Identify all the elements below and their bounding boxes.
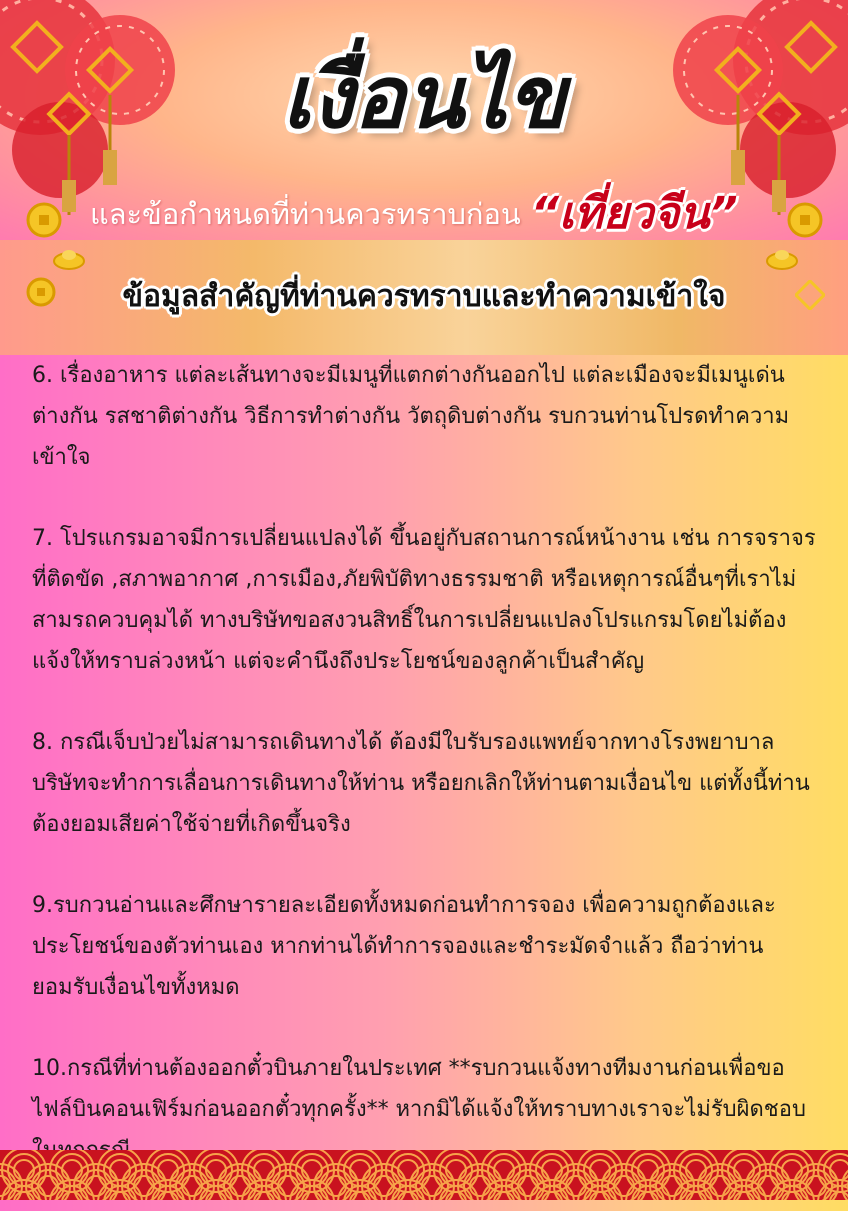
page-title: เงื่อนไข [282, 48, 566, 148]
condition-item: 7. โปรแกรมอาจมีการเปลี่ยนแปลงได้ ขึ้นอยู่กับสถานการณ์หน้างาน เช่น การจราจรที่ติดขัด ,สภาพอากาศ ,การเมือง,ภัยพิบัติทางธรรมชาติ หรือเหตุการณ์อื่นๆที่เราไม่สามรถควบคุมได้ ทางบริษัทขอสงวนสิทธิ์ในการเปลี่ยนแปลงโปรแกรมโดยไม่ต้องแจ้งให้ทราบล่วงหน้า แต่จะคำนึงถึงประโยชน์ของลูกค้าเป็นสำคัญ [32, 526, 816, 674]
condition-item: 8. กรณีเจ็บป่วยไม่สามารถเดินทางได้ ต้องมีใบรับรองแพทย์จากทางโรงพยาบาล บริษัทจะทำการเลื่อนการเดินทางให้ท่าน หรือยกเลิกให้ท่านตามเงื่อนไข แต่ทั้งนี้ท่านต้องยอมเสียค่าใช้จ่ายที่เกิดขึ้นจริง [32, 730, 810, 837]
condition-item: 9.รบกวนอ่านและศึกษารายละเอียดทั้งหมดก่อนทำการจอง เพื่อความถูกต้องและประโยชน์ของตัวท่านเอง หากท่านได้ทำการจองและชำระมัดจำแล้ว ถือว่าท่านยอมรับเงื่อนไขทั้งหมด [32, 893, 776, 1000]
section-heading: ข้อมูลสำคัญที่ท่านควรทราบและทำความเข้าใจ [122, 279, 726, 314]
page-subtitle [90, 188, 790, 241]
subtitle-emphasis: “เที่ยวจีน” [530, 188, 738, 239]
gold-coin-icon [24, 200, 64, 240]
wave-pattern-footer [0, 1150, 848, 1200]
gold-ingot-icon [765, 245, 799, 271]
gold-coin-icon [785, 200, 825, 240]
conditions-list [32, 355, 822, 1211]
condition-item: 10.กรณีที่ท่านต้องออกตั๋วบินภายในประเทศ **รบกวนแจ้งทางทีมงานก่อนเพื่อขอไฟล์บินคอนเฟิร์มก่อนออกตั๋วทุกครั้ง** หากมิได้แจ้งให้ทราบทางเราจะไม่รับผิดชอบ [32, 1056, 806, 1122]
subtitle-text: และข้อกำหนดที่ท่านควรทราบก่อน [90, 197, 521, 231]
gold-ingot-icon [52, 245, 86, 271]
condition-item: 6. เรื่องอาหาร แต่ละเส้นทางจะมีเมนูที่แตกต่างกันออกไป แต่ละเมืองจะมีเมนูเด่นต่างกัน รสชาติต่างกัน วิธีการทำต่างกัน วัตถุดิบต่างกัน รบกวนท่านโปรดทำความเข้าใจ [32, 363, 790, 470]
